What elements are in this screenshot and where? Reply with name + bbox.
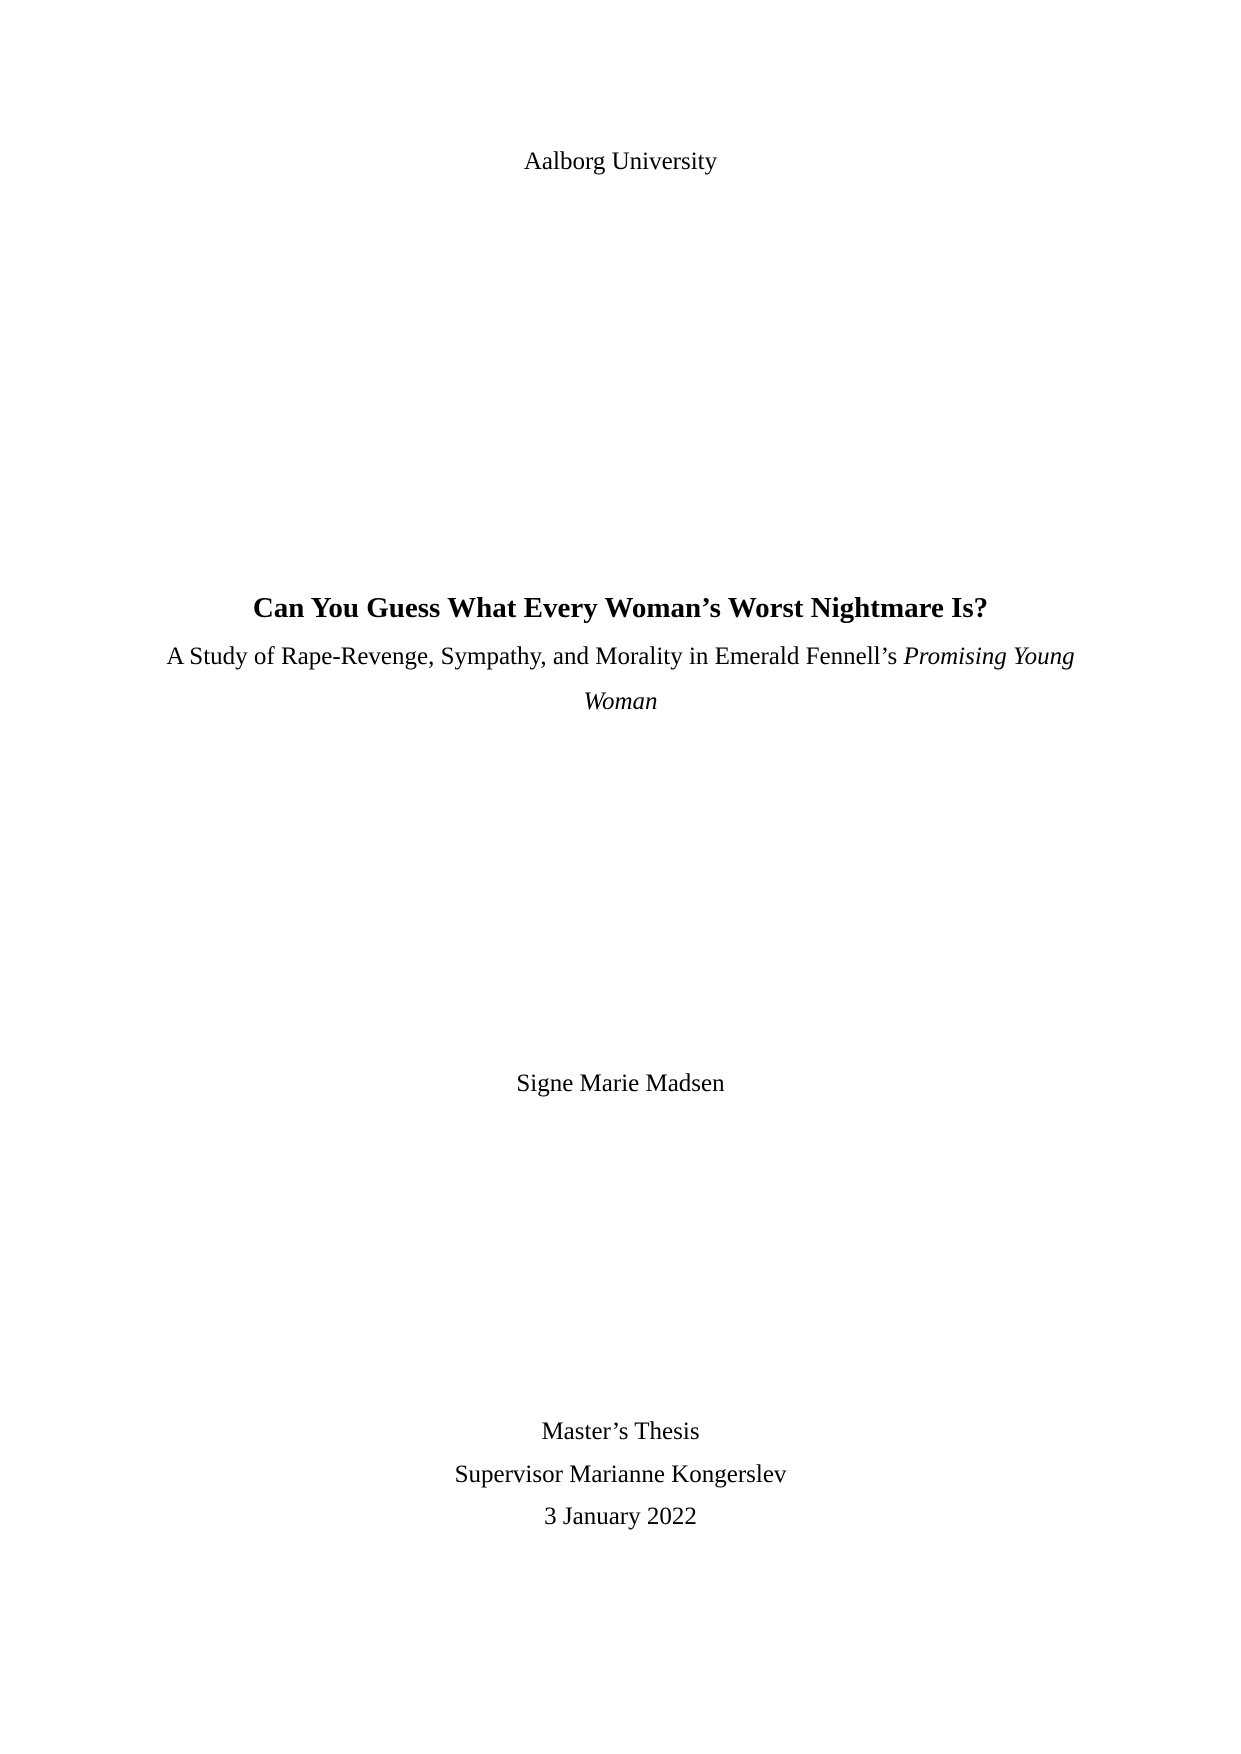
supervisor-line: Supervisor Marianne Kongerslev <box>454 1461 787 1488</box>
subtitle-italic-film-title: Promising Young <box>903 643 1075 670</box>
subtitle-regular-text: A Study of Rape-Revenge, Sympathy, and Morality in Emerald Fennell’s <box>166 643 904 670</box>
thesis-type: Master’s Thesis <box>541 1418 700 1445</box>
institution-name: Aalborg University <box>523 148 718 175</box>
thesis-title: Can You Guess What Every Woman’s Worst Nightmare Is? <box>252 592 989 624</box>
thesis-subtitle-line1 <box>0 643 1241 671</box>
thesis-subtitle-line2: Woman <box>583 688 658 715</box>
submission-date: 3 January 2022 <box>544 1503 697 1530</box>
author-name: Signe Marie Madsen <box>516 1070 725 1097</box>
